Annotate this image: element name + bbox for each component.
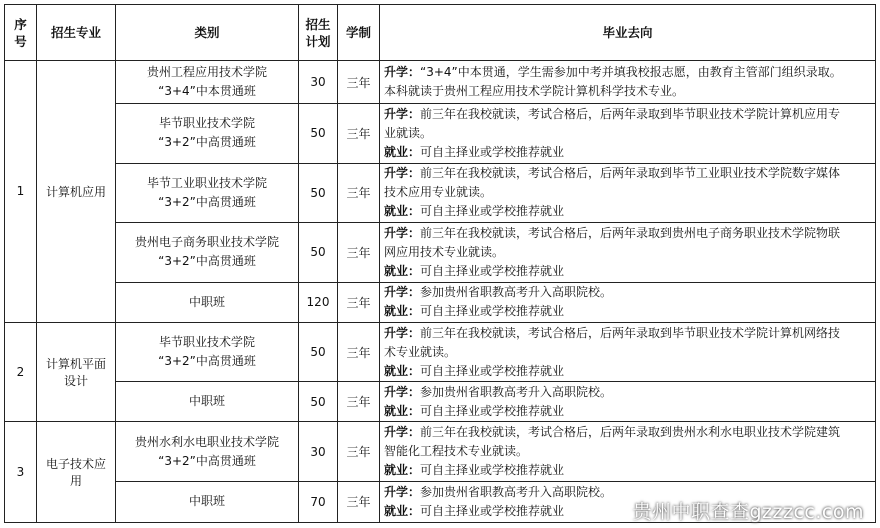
header-quota — [299, 5, 338, 61]
upgrade-text: 业就读。 — [384, 125, 433, 140]
seq-cell: 2 — [5, 322, 37, 422]
table-body — [5, 61, 876, 523]
table-row — [5, 282, 876, 322]
major-name-line: 用 — [69, 474, 82, 489]
employ-line — [384, 262, 871, 281]
upgrade-text: 网应用技术专业就读。 — [384, 244, 505, 259]
major-name-cell — [37, 422, 116, 523]
destination-cell — [380, 61, 876, 104]
destination-cell — [380, 322, 876, 382]
upgrade-label: 升学： — [384, 106, 421, 121]
major-name-line: 计算机应用 — [45, 184, 106, 199]
employ-text: 可自主择业或学校推荐就业 — [420, 204, 565, 219]
destination-cell — [380, 104, 876, 164]
kind-line: “3+2”中高贯通班 — [158, 135, 256, 150]
employ-label: 就业： — [384, 503, 421, 518]
upgrade-label: 升学： — [384, 285, 421, 300]
upgrade-line — [384, 343, 871, 362]
employ-text: 可自主择业或学校推荐就业 — [420, 503, 565, 518]
duration-cell: 三年 — [338, 163, 380, 223]
employ-label: 就业： — [384, 463, 421, 478]
kind-cell — [116, 382, 299, 422]
header-seq-line-1: 序 — [14, 16, 27, 32]
duration-cell: 三年 — [338, 422, 380, 482]
seq-cell: 1 — [5, 61, 37, 323]
table-row — [5, 61, 876, 104]
employ-text: 可自主择业或学校推荐就业 — [420, 463, 565, 478]
upgrade-text: 前三年在我校就读，考试合格后，后两年录取到贵州电子商务职业技术学院物联 — [420, 225, 841, 240]
header-major: 招生专业 — [37, 5, 116, 61]
upgrade-line — [384, 164, 871, 183]
header-seq — [5, 5, 37, 61]
kind-line: 毕节职业技术学院 — [158, 116, 255, 131]
duration-cell: 三年 — [338, 104, 380, 164]
table-row — [5, 163, 876, 223]
upgrade-line — [384, 63, 871, 82]
employ-text: 可自主择业或学校推荐就业 — [420, 144, 565, 159]
kind-line: “3+2”中高贯通班 — [158, 194, 256, 209]
upgrade-line — [384, 283, 871, 302]
upgrade-text: 参加贵州省职教高考升入高职院校。 — [420, 484, 613, 499]
upgrade-line — [384, 442, 871, 461]
employ-line — [384, 202, 871, 221]
table-row — [5, 422, 876, 482]
kind-cell — [116, 322, 299, 382]
upgrade-label: 升学： — [384, 325, 421, 340]
destination-cell — [380, 422, 876, 482]
upgrade-text: 前三年在我校就读，考试合格后，后两年录取到毕节职业技术学院计算机网络技 — [420, 325, 841, 340]
kind-line: 贵州电子商务职业技术学院 — [134, 235, 279, 250]
kind-line: “3+2”中高贯通班 — [158, 453, 256, 468]
kind-line: 贵州水利水电职业技术学院 — [134, 434, 279, 449]
upgrade-label: 升学： — [384, 65, 421, 80]
kind-line: “3+2”中高贯通班 — [158, 354, 256, 368]
kind-line: 中职班 — [188, 294, 225, 309]
upgrade-text: 参加贵州省职教高考升入高职院校。 — [420, 384, 613, 399]
quota-cell: 50 — [299, 104, 338, 164]
kind-line: 中职班 — [188, 394, 225, 409]
header-kind: 类别 — [116, 5, 299, 61]
header-quota-line-2: 计划 — [305, 33, 331, 49]
employ-line — [384, 402, 871, 421]
major-name-cell — [37, 322, 116, 422]
upgrade-text: 参加贵州省职教高考升入高职院校。 — [420, 285, 613, 300]
upgrade-line — [384, 383, 871, 402]
header-duration: 学制 — [338, 5, 380, 61]
header-row — [5, 5, 876, 61]
kind-line: “3+4”中本贯通班 — [158, 84, 256, 99]
upgrade-label: 升学： — [384, 384, 421, 399]
duration-cell: 三年 — [338, 223, 380, 283]
upgrade-text: “3+4”中本贯通，学生需参加中考并填我校报志愿，由教育主管部门组织录取。 — [420, 65, 842, 80]
enrollment-table — [4, 4, 876, 523]
kind-cell — [116, 481, 299, 522]
employ-label: 就业： — [384, 144, 421, 159]
table-row — [5, 322, 876, 382]
employ-text: 可自主择业或学校推荐就业 — [420, 304, 565, 319]
duration-cell: 三年 — [338, 61, 380, 104]
kind-cell — [116, 422, 299, 482]
upgrade-text: 前三年在我校就读，考试合格后，后两年录取到毕节职业技术学院计算机应用专 — [420, 106, 841, 121]
employ-text: 可自主择业或学校推荐就业 — [420, 403, 565, 418]
employ-label: 就业： — [384, 263, 421, 278]
upgrade-line — [384, 82, 871, 101]
upgrade-label: 升学： — [384, 225, 421, 240]
kind-cell — [116, 223, 299, 283]
duration-cell: 三年 — [338, 282, 380, 322]
quota-cell: 50 — [299, 322, 338, 382]
upgrade-text: 术专业就读。 — [384, 344, 457, 359]
upgrade-line — [384, 243, 871, 262]
upgrade-line — [384, 224, 871, 243]
upgrade-line — [384, 183, 871, 202]
employ-text: 可自主择业或学校推荐就业 — [420, 363, 565, 378]
employ-text: 可自主择业或学校推荐就业 — [420, 263, 565, 278]
kind-line: 毕节职业技术学院 — [158, 335, 255, 349]
upgrade-label: 升学： — [384, 166, 421, 181]
kind-line: “3+2”中高贯通班 — [158, 254, 256, 269]
upgrade-text: 前三年在我校就读，考试合格后，后两年录取到毕节工业职业技术学院数字媒体 — [420, 166, 841, 181]
kind-line: 中职班 — [188, 494, 225, 509]
table-row — [5, 223, 876, 283]
kind-line: 毕节工业职业技术学院 — [146, 175, 267, 190]
upgrade-line — [384, 105, 871, 124]
duration-cell: 三年 — [338, 382, 380, 422]
upgrade-text: 本科就读于贵州工程应用技术学院计算机科学技术专业。 — [384, 84, 685, 99]
quota-cell: 120 — [299, 282, 338, 322]
major-name-cell — [37, 61, 116, 323]
watermark: 贵州中职查查gzzzcc.com — [632, 501, 864, 523]
quota-cell: 70 — [299, 481, 338, 522]
header-destination: 毕业去向 — [380, 5, 876, 61]
major-name-line: 电子技术应 — [45, 457, 106, 472]
major-name-line: 计算机平面 — [45, 357, 106, 372]
major-name-line: 设计 — [63, 374, 88, 389]
header-seq-line-2: 号 — [14, 33, 27, 49]
upgrade-text: 前三年在我校就读，考试合格后，后两年录取到贵州水利水电职业技术学院建筑 — [420, 425, 841, 440]
employ-label: 就业： — [384, 363, 421, 378]
upgrade-line — [384, 423, 871, 442]
upgrade-text: 技术应用专业就读。 — [384, 185, 493, 200]
kind-cell — [116, 61, 299, 104]
upgrade-text: 智能化工程技术专业就读。 — [384, 444, 529, 459]
header-quota-line-1: 招生 — [305, 16, 331, 32]
upgrade-line — [384, 324, 871, 343]
employ-label: 就业： — [384, 403, 421, 418]
upgrade-label: 升学： — [384, 484, 421, 499]
table-row — [5, 104, 876, 164]
kind-cell — [116, 104, 299, 164]
quota-cell: 50 — [299, 163, 338, 223]
employ-line — [384, 362, 871, 381]
quota-cell: 50 — [299, 382, 338, 422]
seq-cell: 3 — [5, 422, 37, 523]
destination-cell — [380, 163, 876, 223]
quota-cell: 30 — [299, 61, 338, 104]
duration-cell: 三年 — [338, 322, 380, 382]
destination-cell — [380, 223, 876, 283]
employ-line — [384, 461, 871, 480]
employ-line — [384, 143, 871, 162]
destination-cell — [380, 382, 876, 422]
destination-cell — [380, 282, 876, 322]
kind-cell — [116, 282, 299, 322]
employ-label: 就业： — [384, 304, 421, 319]
quota-cell: 50 — [299, 223, 338, 283]
employ-line — [384, 302, 871, 321]
employ-label: 就业： — [384, 204, 421, 219]
kind-cell — [116, 163, 299, 223]
upgrade-line — [384, 124, 871, 143]
kind-line: 贵州工程应用技术学院 — [146, 65, 267, 80]
upgrade-label: 升学： — [384, 425, 421, 440]
quota-cell: 30 — [299, 422, 338, 482]
duration-cell: 三年 — [338, 481, 380, 522]
table-row — [5, 382, 876, 422]
